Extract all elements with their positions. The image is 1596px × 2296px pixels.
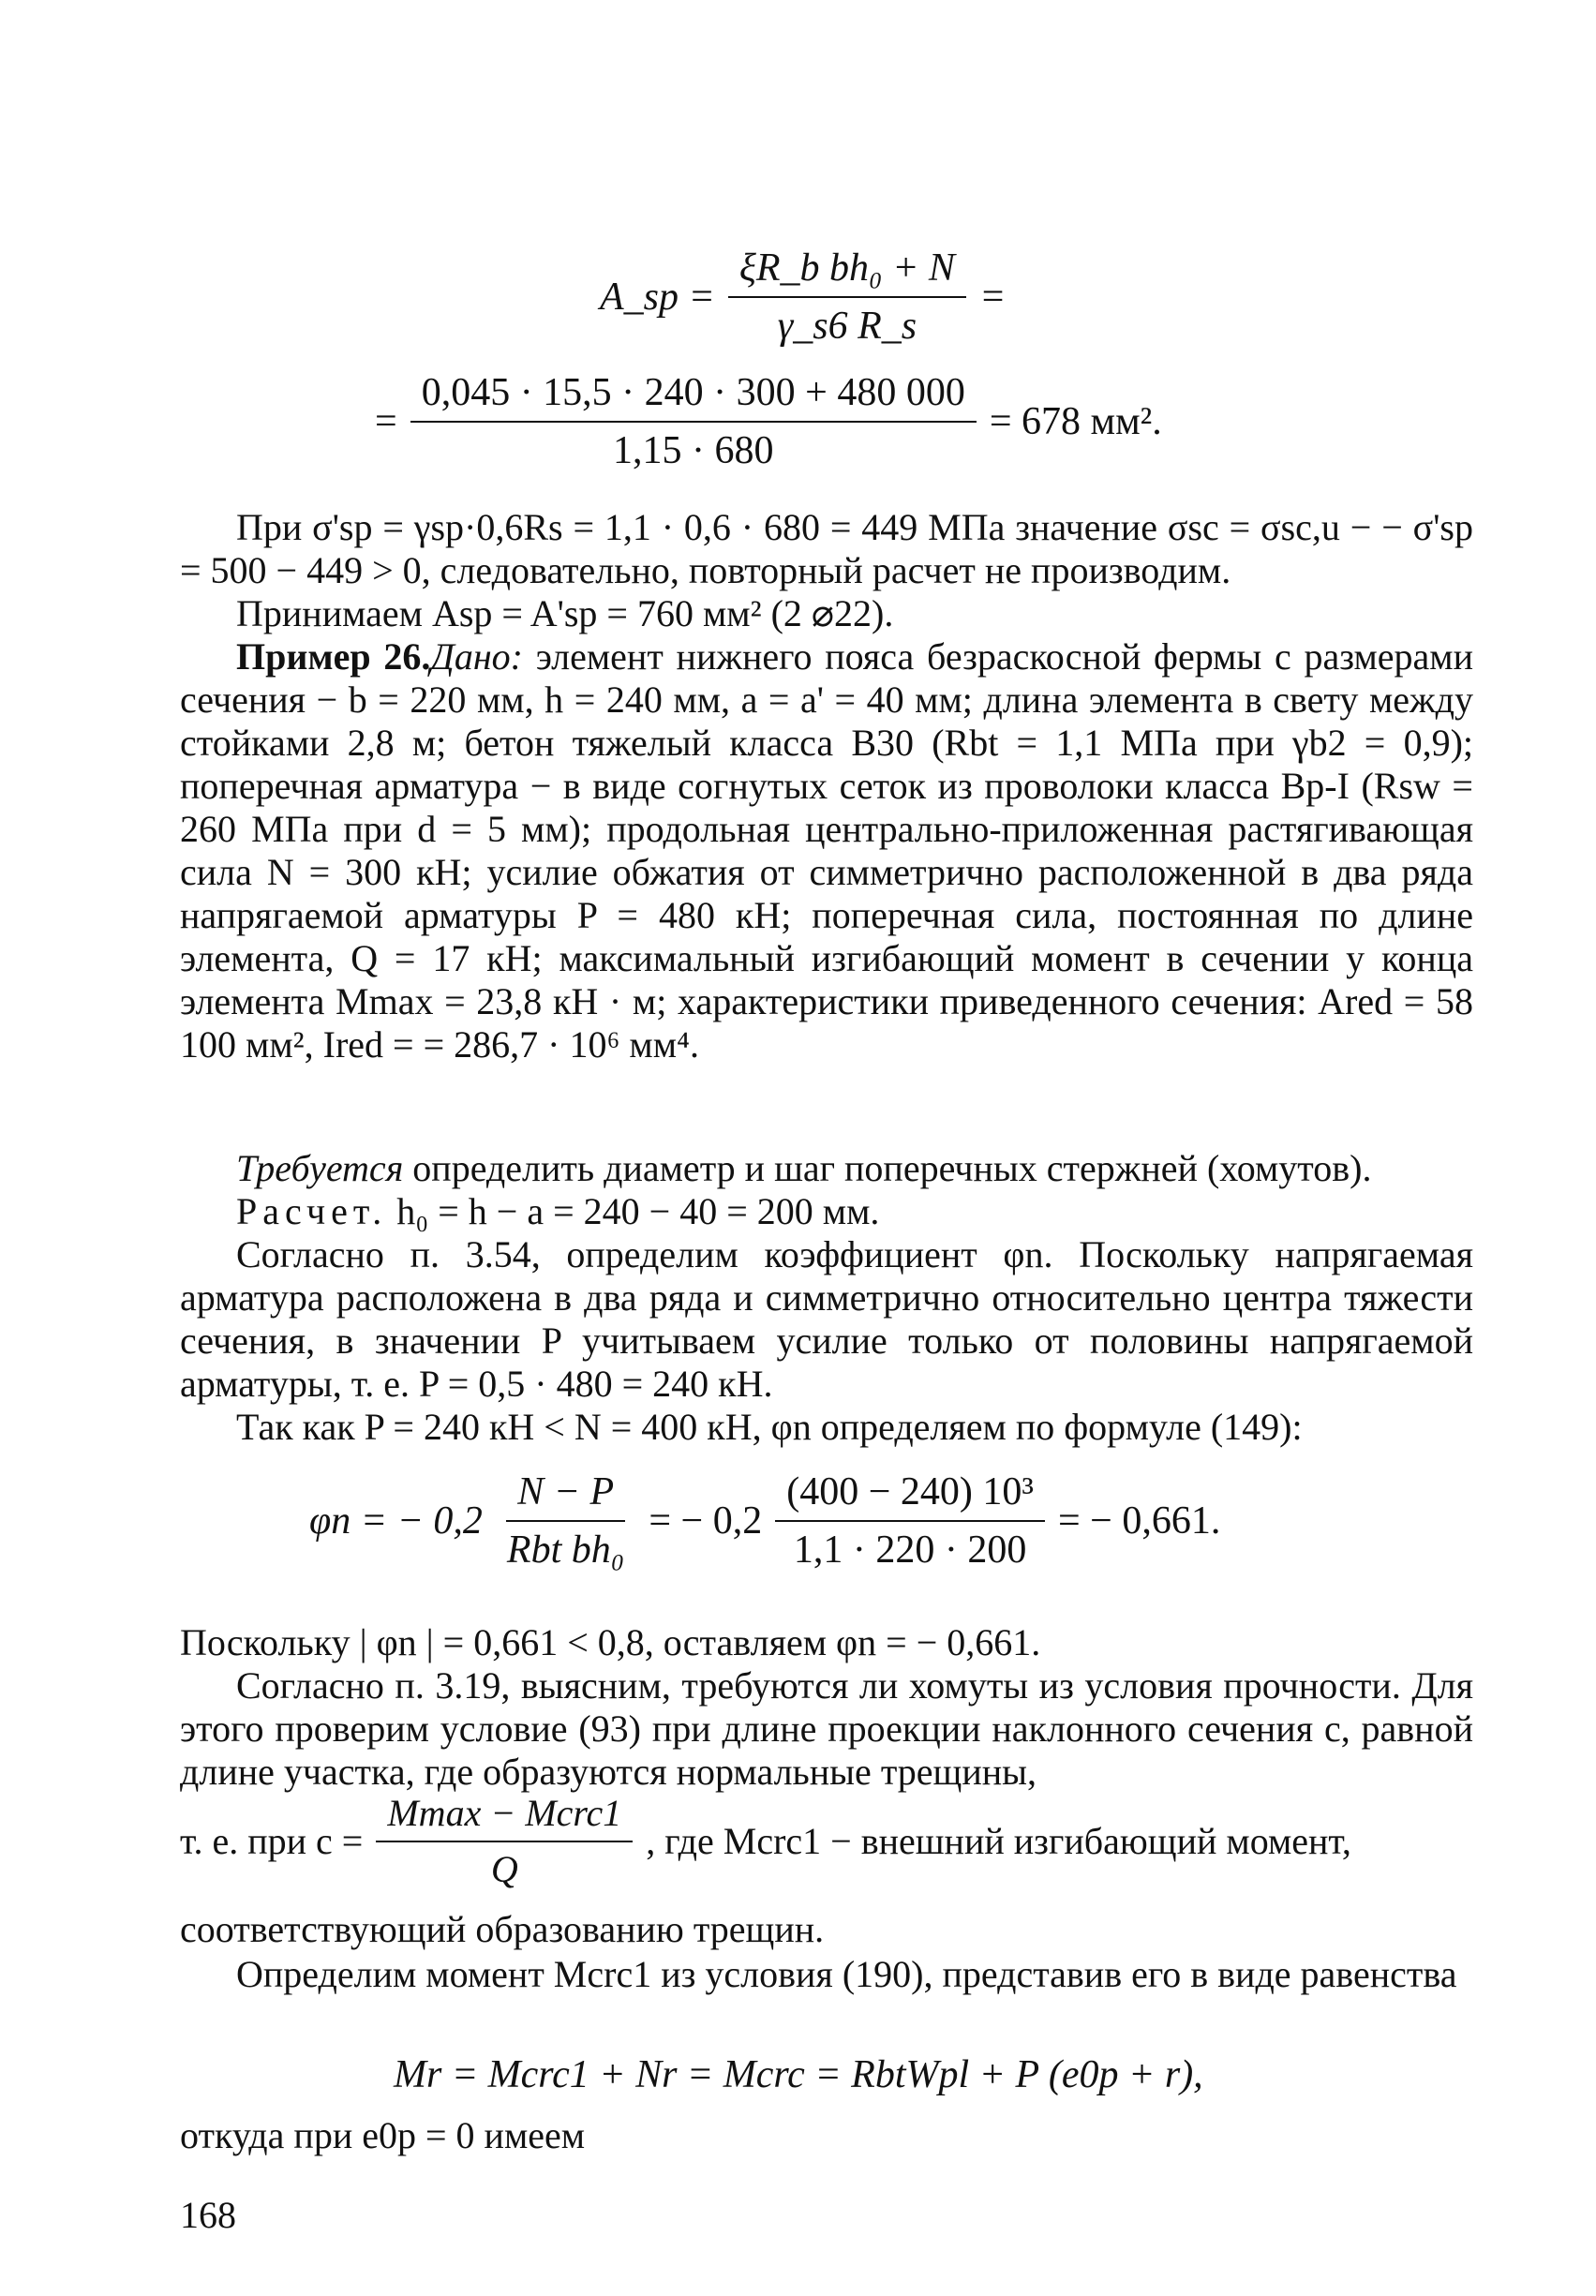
formula-phi-mid: = − 0,2	[649, 1499, 763, 1543]
paragraph-mcrc-moment: Определим момент Mcrc1 из условия (190), представив его в виде равенства	[236, 1953, 1457, 1995]
formula-phi-numerator-numeric: (400 − 240) 10³	[775, 1469, 1045, 1522]
paragraph-stirrups-check: Согласно п. 3.19, выясним, требуются ли хомуты из условия прочности. Для этого проверим условие (93) при длине проекции наклонного сечения c, равной длине участка, где образуются нормальные трещины,	[180, 1664, 1473, 1793]
calculation-body: h₀ = h − a = 240 − 40 = 200 мм.	[387, 1190, 880, 1232]
c-definition-pre: т. е. при c =	[180, 1820, 364, 1862]
paragraph-crack-formation: соответствующий образованию трещин.	[180, 1908, 825, 1950]
formula-phi-numerator: N − P	[506, 1469, 625, 1522]
c-definition-fraction	[376, 1792, 633, 1891]
example-given-body: элемент нижнего пояса безраскосной фермы с размерами сечения − b = 220 мм, h = 240 мм, a = a' = 40 мм; длина элемента в свету между стойками 2,8 м; бетон тяжелый класса В30 (Rbt = 1,1 МПа при γb2 = 0,9); поперечная арматура − в виде согнутых сеток из проволоки класса Вр-I (Rsw = 260 МПа при d = 5 мм); продольная центрально-приложенная растягивающая сила N = 300 кН; усилие обжатия от симметрично расположенной в два ряда напрягаемой арматуры P = 480 кН; поперечная сила, постоянная по длине элемента, Q = 17 кН; максимальный изгибающий момент в сечении у конца элемента Mmax = 23,8 кН · м; характеристики приведенного сечения: Ared = 58 100 мм², Ired = = 286,7 · 10⁶ мм⁴.	[180, 635, 1474, 1066]
formula-asp-numerator-numeric: 0,045 · 15,5 · 240 · 300 + 480 000	[410, 370, 977, 423]
paragraph-check-stress: При σ'sp = γsp·0,6Rs = 1,1 · 0,6 · 680 = 449 МПа значение σsc = σsc,u − − σ'sp = 500 − 449 > 0, следовательно, повторный расчет не производим.	[180, 506, 1473, 591]
formula-asp-numerator: ξR_b bh₀ + N	[728, 246, 966, 298]
formula-phi-denominator-numeric: 1,1 · 220 · 200	[793, 1528, 1027, 1572]
example-given-label: Дано:	[430, 635, 523, 678]
formula-asp-line1	[600, 246, 1006, 349]
formula-asp-eq: =	[978, 276, 1007, 319]
example-heading: Пример 26.	[236, 635, 431, 678]
formula-asp-line2: = $\frac{0,045 \cdot 15,5 \cdot 240 \cdot 300 + 480 000}{1,15 \cdot 680}$ = 678 мм².	[375, 371, 1162, 472]
paragraph-phi-keep: Поскольку | φn | = 0,661 < 0,8, оставляем φn = − 0,661.	[180, 1621, 1041, 1663]
formula-asp-denominator-numeric: 1,15 · 680	[613, 429, 774, 472]
paragraph-c-definition	[180, 1792, 1473, 1891]
paragraph-example-26	[180, 635, 1473, 1066]
formula-phi-denominator: Rbt bh₀	[506, 1528, 625, 1572]
c-definition-denominator: Q	[490, 1848, 518, 1890]
formula-asp-fraction-numeric	[410, 370, 977, 473]
page-number: 168	[180, 2194, 236, 2236]
c-definition-post: , где Mcrc1 − внешний изгибающий момент,	[646, 1820, 1351, 1862]
formula-phi	[309, 1469, 1220, 1573]
formula-phi-fraction-numeric	[775, 1469, 1045, 1573]
formula-phi-lhs: φn = − 0,2	[309, 1499, 483, 1543]
formula-asp-denominator: γ_s6 R_s	[777, 305, 917, 348]
paragraph-formula-149: Так как P = 240 кН < N = 400 кН, φn определяем по формуле (149):	[236, 1406, 1303, 1448]
paragraph-phi-coefficient: Согласно п. 3.54, определим коэффициент φn. Поскольку напрягаемая арматура расположена в два ряда и симметрично относительно центра тяжести сечения, в значении P учитываем усилие только от половины напрягаемой арматуры, т. е. P = 0,5 · 480 = 240 кН.	[180, 1233, 1473, 1405]
paragraph-required	[180, 1147, 1473, 1190]
formula-phi-result: = − 0,661.	[1058, 1499, 1221, 1543]
formula-asp-result: = 678 мм².	[989, 400, 1162, 443]
formula-asp-lhs: A_sp =	[600, 276, 715, 319]
required-body: определить диаметр и шаг поперечных стержней (хомутов).	[403, 1147, 1372, 1189]
formula-phi-fraction	[496, 1469, 635, 1573]
formula-mr: Mr = Mcrc1 + Nr = Mcrc = RbtWpl + P (e0p + r),	[394, 2053, 1203, 2096]
paragraph-accept-asp: Принимаем Asp = A'sp = 760 мм² (2 ⌀22).	[236, 592, 894, 634]
calculation-label: Расчет.	[236, 1190, 388, 1232]
c-definition-numerator: Mmax − Mcrc1	[376, 1792, 633, 1842]
paragraph-e0p-zero: откуда при e0p = 0 имеем	[180, 2114, 586, 2156]
required-label: Требуется	[236, 1147, 404, 1189]
formula-asp-fraction	[728, 246, 966, 349]
paragraph-calculation	[180, 1190, 1473, 1233]
